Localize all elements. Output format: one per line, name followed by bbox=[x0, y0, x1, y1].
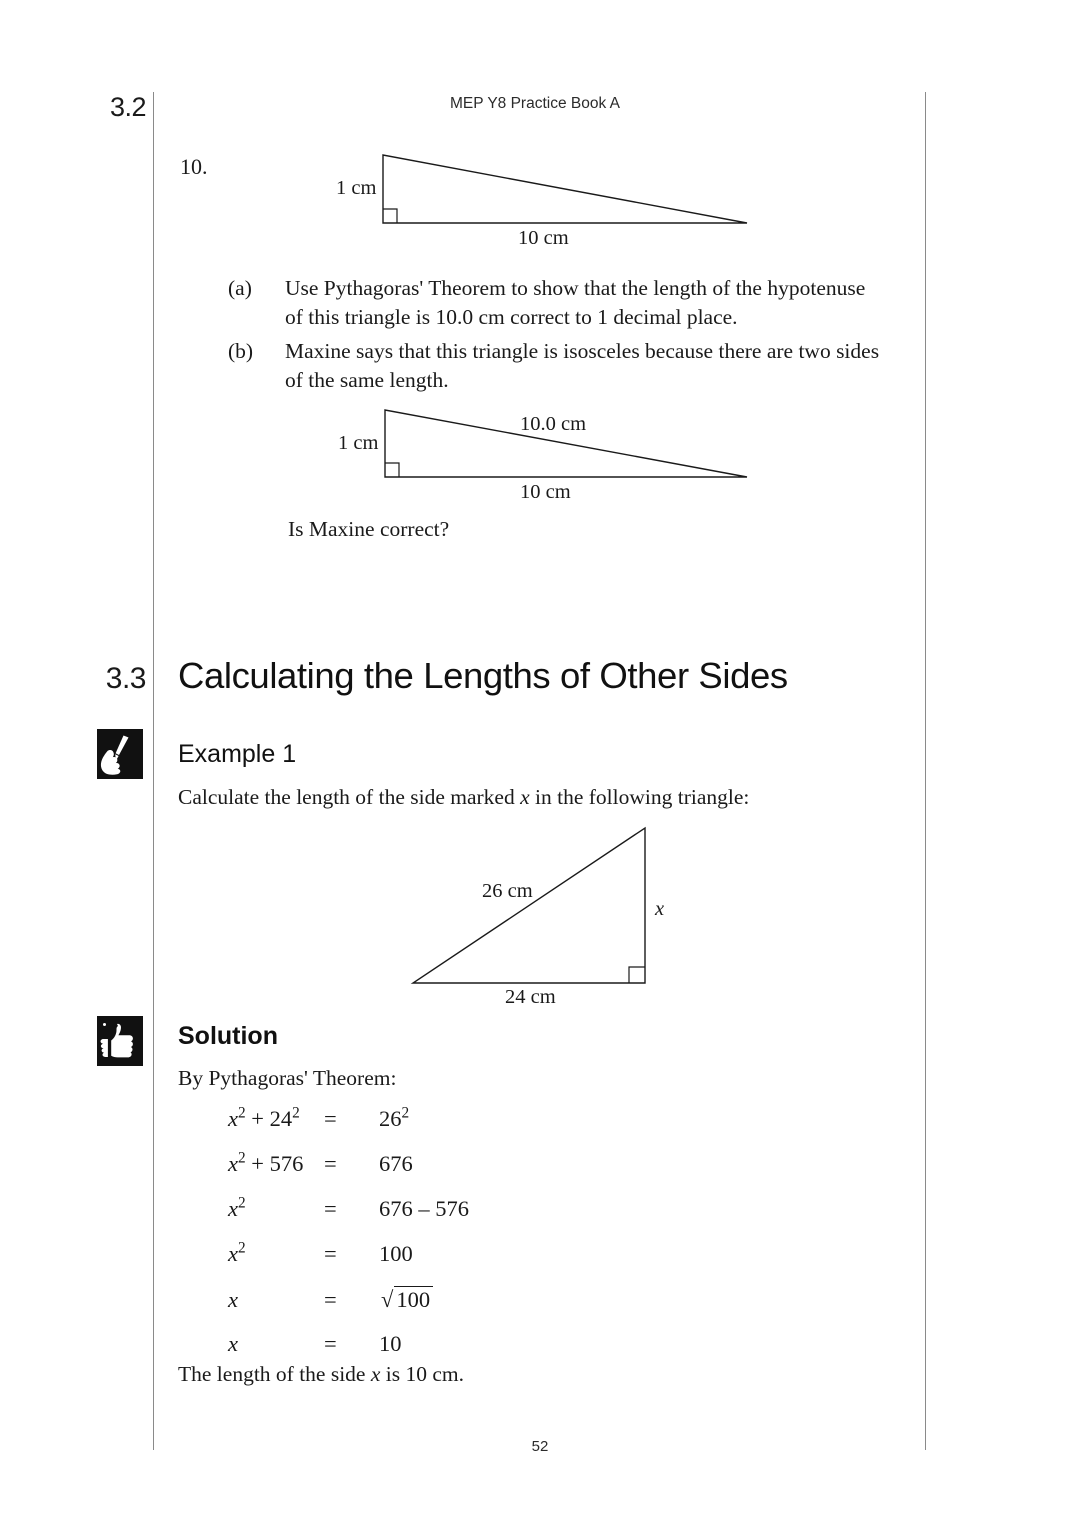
equation-lhs bbox=[228, 1331, 324, 1357]
equation-relation: = bbox=[324, 1106, 337, 1131]
eq-exponent: 2 bbox=[238, 1194, 246, 1212]
equation-lhs bbox=[228, 1196, 324, 1222]
equation-row bbox=[228, 1106, 469, 1151]
eq-var: x bbox=[228, 1196, 238, 1221]
figure-triangle-1 bbox=[330, 148, 770, 249]
equation-lhs bbox=[228, 1106, 324, 1132]
right-margin-rule bbox=[925, 92, 926, 1450]
figure-2-vertical-label: 1 cm bbox=[338, 432, 379, 454]
eq-exponent: 2 bbox=[292, 1104, 300, 1122]
part-a-text: Use Pythagoras' Theorem to show that the length of the hypotenuse of this triangle is 10.0 cm correct to 1 decimal place. bbox=[285, 276, 866, 329]
question-part-a bbox=[228, 274, 885, 332]
equation-rhs: 676 – 576 bbox=[379, 1196, 469, 1221]
example-prompt-before: Calculate the length of the side marked bbox=[178, 785, 521, 809]
eq-exponent: 2 bbox=[238, 1239, 246, 1257]
eq-term: + 24 bbox=[251, 1106, 293, 1131]
example-prompt bbox=[178, 783, 749, 812]
eq-exponent: 2 bbox=[238, 1104, 246, 1122]
figure-3-base-label: 24 cm bbox=[505, 986, 556, 1008]
equation-rhs bbox=[379, 1286, 433, 1313]
section-title: Calculating the Lengths of Other Sides bbox=[178, 655, 788, 696]
question-number-10: 10. bbox=[180, 154, 208, 179]
page-number: 52 bbox=[531, 1438, 549, 1455]
conclusion-before: The length of the side bbox=[178, 1362, 371, 1386]
equation-rhs: 10 bbox=[379, 1331, 402, 1356]
figure-2-hypotenuse-label: 10.0 cm bbox=[520, 413, 587, 435]
eq-var: x bbox=[228, 1151, 238, 1176]
equation-relation: = bbox=[324, 1331, 337, 1356]
example-prompt-after: in the following triangle: bbox=[529, 785, 750, 809]
equation-lhs bbox=[228, 1151, 324, 1177]
example-prompt-variable: x bbox=[520, 785, 530, 809]
conclusion-variable: x bbox=[370, 1362, 381, 1386]
question-part-b bbox=[228, 337, 885, 395]
eq-term: + 576 bbox=[251, 1151, 304, 1176]
eq-exponent: 2 bbox=[401, 1104, 410, 1122]
eq-var: x bbox=[228, 1106, 238, 1131]
equation-row bbox=[228, 1241, 469, 1286]
part-b-text: Maxine says that this triangle is isosceles because there are two sides of the same length. bbox=[285, 339, 880, 392]
figure-triangle-3 bbox=[400, 820, 690, 1008]
eq-term: 26 bbox=[379, 1106, 402, 1131]
eq-var: x bbox=[228, 1241, 238, 1266]
equation-rhs: 676 bbox=[379, 1151, 413, 1176]
equation-block bbox=[228, 1106, 469, 1376]
figure-3-hypotenuse-label: 26 cm bbox=[482, 880, 533, 902]
figure-1-vertical-label: 1 cm bbox=[336, 177, 377, 199]
part-b-label: (b) bbox=[228, 339, 254, 363]
figure-3-vertical-label: x bbox=[655, 898, 665, 920]
equation-row bbox=[228, 1286, 469, 1331]
writing-hand-icon bbox=[97, 729, 143, 779]
equation-rhs bbox=[379, 1106, 409, 1132]
equation-relation: = bbox=[324, 1196, 337, 1221]
figure-triangle-2 bbox=[330, 403, 770, 503]
thumbs-up-hand-icon bbox=[97, 1016, 143, 1066]
equation-rhs: 100 bbox=[379, 1241, 413, 1266]
equation-relation: = bbox=[324, 1151, 337, 1176]
solution-conclusion bbox=[178, 1360, 464, 1389]
solution-intro: By Pythagoras' Theorem: bbox=[178, 1066, 397, 1090]
example-heading: Example 1 bbox=[178, 740, 297, 768]
part-a-label: (a) bbox=[228, 276, 252, 300]
equation-relation: = bbox=[324, 1241, 337, 1266]
eq-var: x bbox=[228, 1287, 238, 1312]
solution-heading: Solution bbox=[178, 1022, 278, 1050]
figure-1-base-label: 10 cm bbox=[518, 227, 569, 249]
equation-row bbox=[228, 1151, 469, 1196]
square-root: √ 100 bbox=[379, 1286, 433, 1313]
section-number-3-3: 3.3 bbox=[105, 662, 146, 695]
running-head: MEP Y8 Practice Book A bbox=[449, 95, 620, 112]
section-number-3-2: 3.2 bbox=[109, 92, 146, 122]
equation-lhs bbox=[228, 1287, 324, 1313]
conclusion-after: is 10 cm. bbox=[380, 1362, 465, 1386]
eq-exponent: 2 bbox=[238, 1149, 246, 1167]
figure-2-base-label: 10 cm bbox=[520, 481, 571, 503]
question-follow-up: Is Maxine correct? bbox=[288, 517, 450, 541]
equation-row bbox=[228, 1196, 469, 1241]
eq-var: x bbox=[228, 1331, 238, 1356]
left-margin-rule bbox=[153, 92, 154, 1450]
radicand: 100 bbox=[394, 1286, 433, 1313]
equation-relation: = bbox=[324, 1287, 337, 1312]
equation-lhs bbox=[228, 1241, 324, 1267]
